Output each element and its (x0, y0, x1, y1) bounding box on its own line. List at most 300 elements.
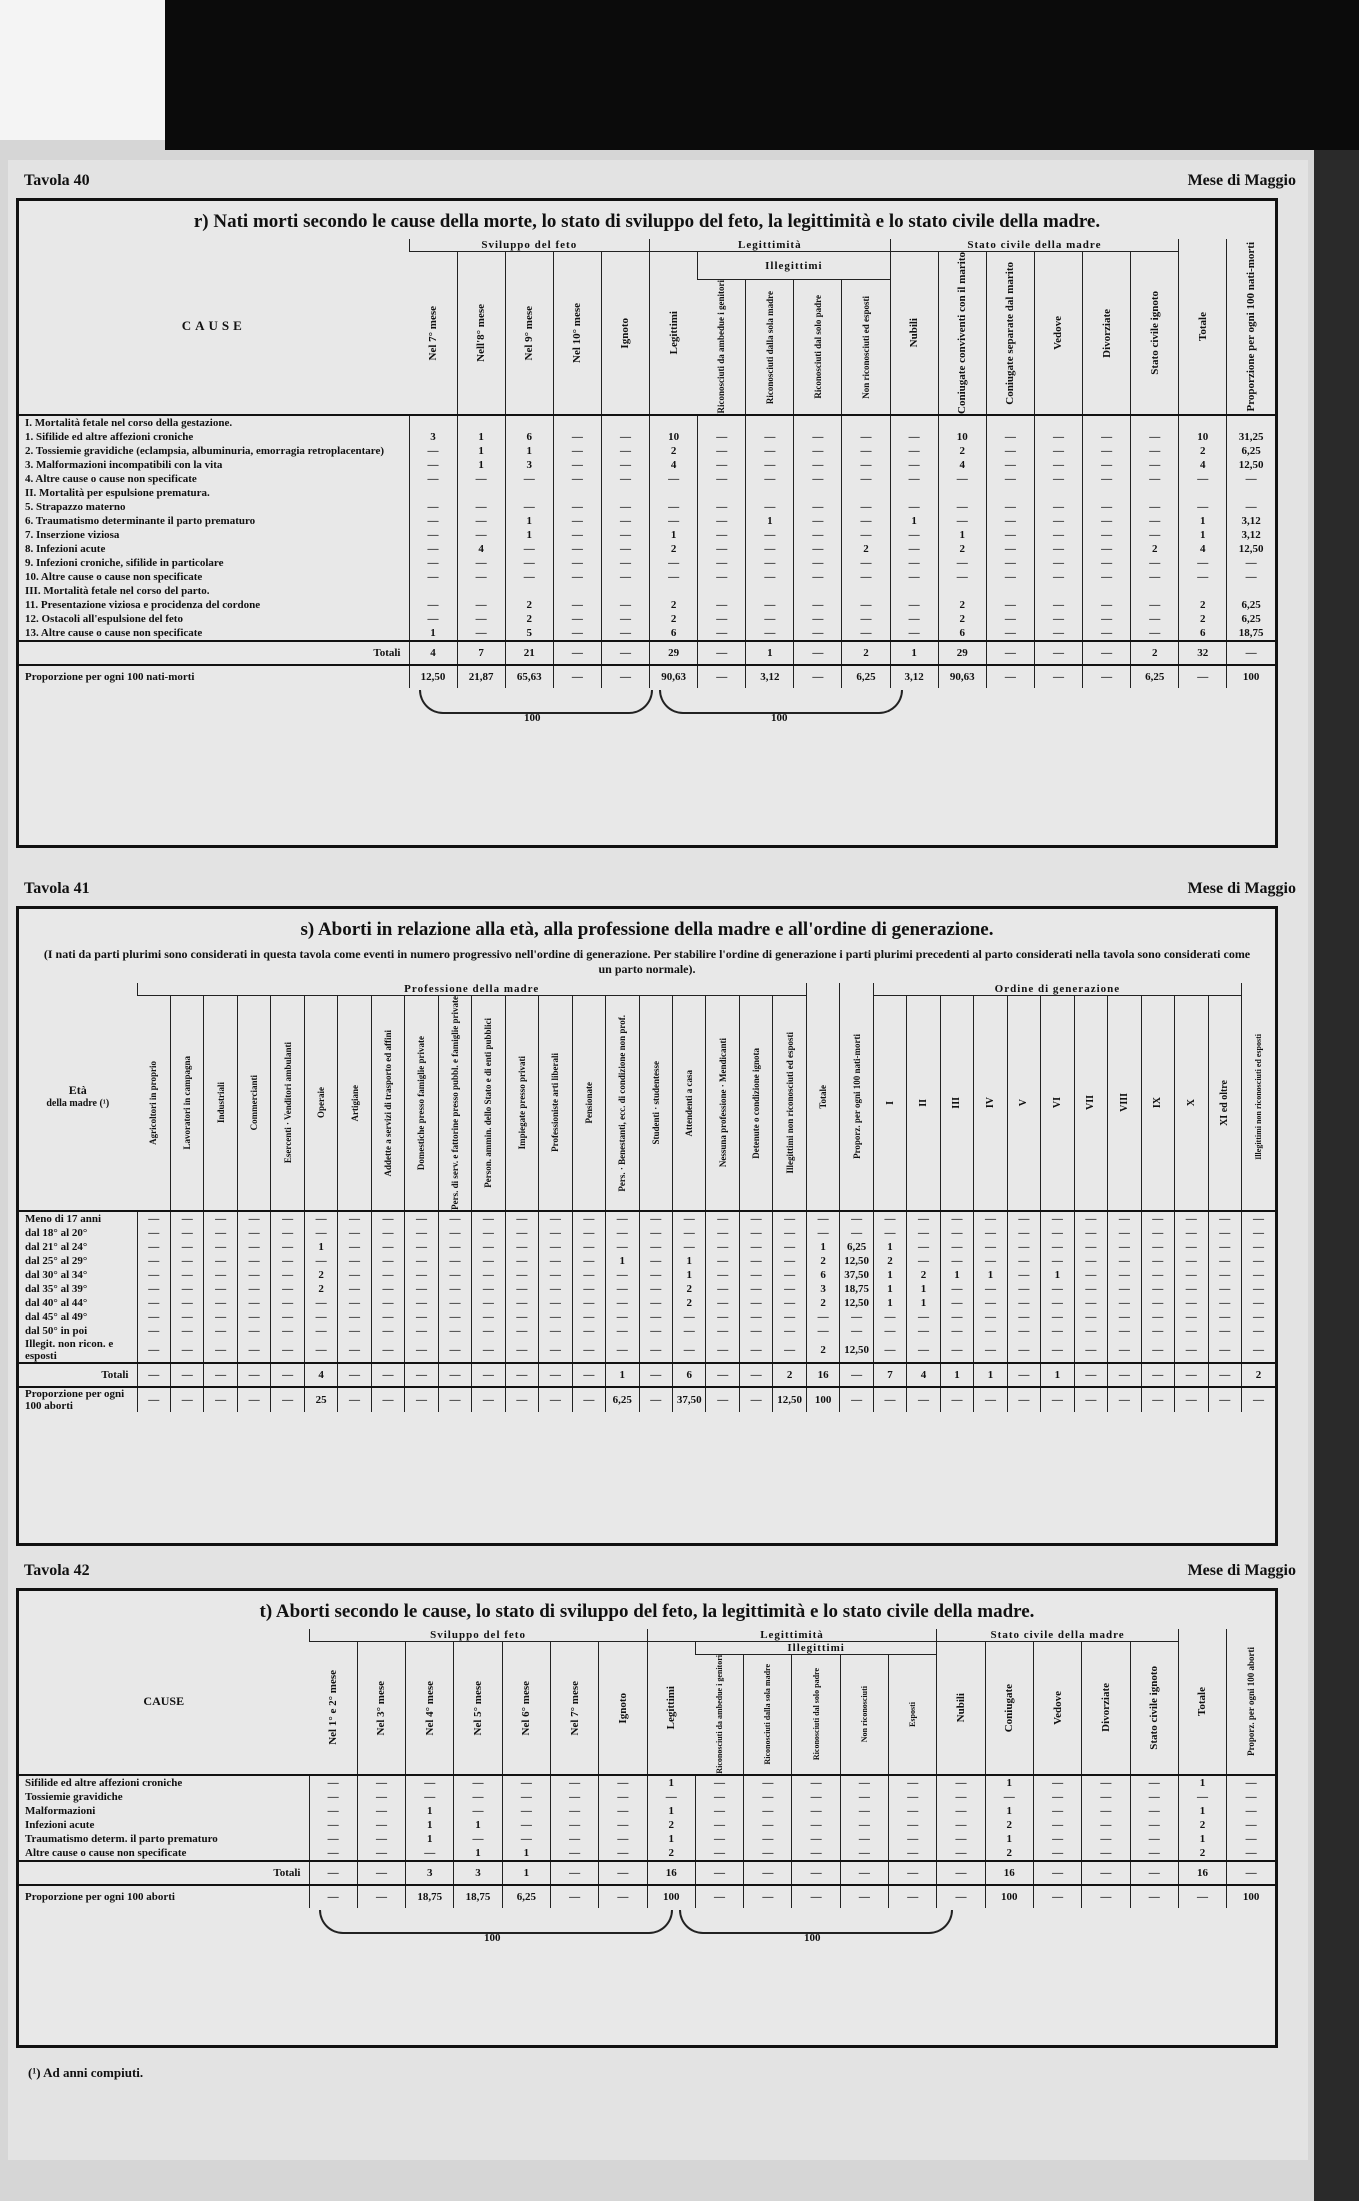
table-cell: — (739, 1226, 772, 1240)
table-cell: — (1007, 1338, 1040, 1363)
table-cell: — (1083, 458, 1131, 472)
scan-border (165, 0, 1359, 150)
table-cell: — (405, 1296, 438, 1310)
row-label: III. Mortalità fetale nel corso del parto. (25, 584, 210, 597)
table-cell: 6,25 (502, 1885, 550, 1908)
table-cell: — (271, 1310, 304, 1324)
table-cell: — (986, 500, 1034, 514)
table-cell: — (371, 1254, 404, 1268)
table-cell: — (599, 1818, 647, 1832)
brace (419, 690, 653, 714)
table-cell (794, 486, 842, 500)
table-cell: — (237, 1282, 270, 1296)
table-cell: — (889, 1804, 937, 1818)
table-cell (842, 415, 890, 430)
table-cell: — (890, 472, 938, 486)
table-cell: — (1034, 626, 1082, 641)
table-cell: 12,50 (1227, 542, 1275, 556)
table-cell: — (539, 1254, 572, 1268)
table-cell: 3 (409, 430, 457, 444)
table-cell: 1 (406, 1804, 454, 1818)
table-row (19, 528, 1275, 542)
table-cell (650, 584, 698, 598)
table-cell: 1 (1041, 1363, 1074, 1387)
row-label: Traumatismo determ. il parto prematuro (25, 1832, 218, 1845)
table-cell: 29 (650, 641, 698, 665)
table-cell: — (539, 1268, 572, 1282)
table-cell: — (1208, 1254, 1241, 1268)
totals-row (19, 1363, 1275, 1387)
table-cell: 2 (985, 1846, 1033, 1861)
table-cell: — (137, 1226, 170, 1240)
table-cell: 65,63 (505, 665, 553, 688)
table-cell: — (842, 528, 890, 542)
table-cell: 6,25 (606, 1387, 639, 1412)
table-cell: — (237, 1296, 270, 1310)
table-cell: 6,25 (1227, 598, 1275, 612)
table-cell: — (137, 1324, 170, 1338)
table-cell: 1 (505, 444, 553, 458)
col-header: Proporz. per ogni 100 aborti (1227, 1629, 1275, 1775)
table-cell: — (840, 1861, 888, 1885)
table-cell: — (937, 1861, 985, 1885)
table-cell: — (986, 612, 1034, 626)
table-cell (1083, 486, 1131, 500)
table-cell: — (204, 1310, 237, 1324)
table-cell: — (304, 1338, 337, 1363)
table-cell: 3,12 (1227, 528, 1275, 542)
row-label: II. Mortalità per espulsione prematura. (25, 486, 210, 499)
table-cell: 1 (457, 458, 505, 472)
col-header: Vedove (1033, 1642, 1081, 1775)
table-cell: — (601, 542, 649, 556)
table-41-header-row (19, 996, 1275, 1211)
table-cell (794, 415, 842, 430)
table-cell: — (1007, 1268, 1040, 1282)
col-header: Illegittimi non riconosciuti ed esposti (773, 996, 806, 1211)
table-cell: — (695, 1775, 743, 1790)
table-cell: — (698, 570, 746, 584)
table-cell: — (1007, 1282, 1040, 1296)
table-cell: — (940, 1211, 973, 1226)
col-header: Riconosciuti da ambedue i genitori (695, 1655, 743, 1775)
table-cell: — (938, 514, 986, 528)
table-cell: — (1007, 1211, 1040, 1226)
table-row (19, 458, 1275, 472)
photo-margin (0, 0, 165, 140)
table-cell: 1 (1179, 514, 1227, 528)
tavola-month: Mese di Maggio (1187, 1562, 1296, 1579)
table-cell: — (806, 1211, 839, 1226)
table-cell: — (1034, 430, 1082, 444)
table-40-body (19, 415, 1275, 688)
table-cell: — (553, 458, 601, 472)
table-cell: — (1082, 1832, 1130, 1846)
table-cell: — (606, 1338, 639, 1363)
table-cell: — (1034, 570, 1082, 584)
group-illegittimi: Illegittimi (695, 1642, 936, 1655)
row-label: Illegit. non ricon. e esposti (25, 1337, 114, 1362)
group-sviluppo: Sviluppo del feto (409, 239, 650, 252)
table-cell: — (438, 1324, 471, 1338)
table-cell: — (1041, 1324, 1074, 1338)
age-header: Età della madre (¹) (19, 983, 137, 1211)
table-cell: 3,12 (746, 665, 794, 688)
table-cell: 1 (505, 514, 553, 528)
table-cell: — (550, 1775, 598, 1790)
table-cell: — (572, 1211, 605, 1226)
col-header: Impiegate presso privati (505, 996, 538, 1211)
table-cell: — (890, 570, 938, 584)
table-cell: — (639, 1310, 672, 1324)
table-cell (938, 486, 986, 500)
table-cell: — (974, 1211, 1007, 1226)
table-cell: — (940, 1240, 973, 1254)
table-cell (1034, 486, 1082, 500)
table-cell: 1 (873, 1282, 906, 1296)
table-cell: — (773, 1211, 806, 1226)
table-cell: — (1208, 1387, 1241, 1412)
col-header: Nel 9° mese (505, 252, 553, 415)
table-cell: — (1007, 1240, 1040, 1254)
table-cell: — (842, 472, 890, 486)
table-cell: — (1034, 641, 1082, 665)
table-cell: — (986, 430, 1034, 444)
table-cell: — (940, 1310, 973, 1324)
table-cell: 6 (806, 1268, 839, 1282)
tavola-month: Mese di Maggio (1187, 880, 1296, 897)
col-header: XI ed oltre (1208, 996, 1241, 1211)
table-row (19, 500, 1275, 514)
table-cell: — (1208, 1338, 1241, 1363)
table-cell: — (890, 430, 938, 444)
table-cell: — (840, 1832, 888, 1846)
table-cell: — (746, 570, 794, 584)
table-cell: — (1131, 556, 1179, 570)
table-cell: — (550, 1846, 598, 1861)
col-header: Nel 7° mese (550, 1642, 598, 1775)
table-cell: 12,50 (840, 1338, 873, 1363)
table-cell (746, 486, 794, 500)
row-label: dal 50° in poi (25, 1324, 88, 1337)
table-cell: 2 (647, 1846, 695, 1861)
table-cell: — (472, 1254, 505, 1268)
row-label: 13. Altre cause o cause non specificate (25, 626, 203, 639)
table-cell: — (472, 1226, 505, 1240)
table-cell: — (1108, 1338, 1141, 1363)
table-cell: — (940, 1324, 973, 1338)
table-cell: — (553, 500, 601, 514)
brace-label: 100 (484, 1931, 501, 1944)
table-cell: — (1141, 1363, 1174, 1387)
table-cell: — (438, 1310, 471, 1324)
table-cell: — (986, 528, 1034, 542)
table-cell: — (773, 1324, 806, 1338)
table-cell: — (406, 1775, 454, 1790)
table-cell: — (1130, 1775, 1178, 1790)
row-label: 2. Tossiemie gravidiche (eclampsia, albuminuria, emorragia retroplacentare) (25, 444, 384, 457)
table-cell: — (170, 1338, 203, 1363)
table-cell: — (1208, 1211, 1241, 1226)
table-cell: — (550, 1804, 598, 1818)
table-cell: 1 (606, 1363, 639, 1387)
table-title: r) Nati morti secondo le cause della morte, lo stato di sviluppo del feto, la legittimità e lo stato civile della madre. (193, 211, 1101, 232)
table-cell: — (472, 1363, 505, 1387)
table-cell: — (550, 1885, 598, 1908)
table-cell: 6 (938, 626, 986, 641)
table-cell: 1 (806, 1240, 839, 1254)
table-cell: 1 (304, 1240, 337, 1254)
table-cell: — (890, 444, 938, 458)
table-cell: — (438, 1296, 471, 1310)
table-cell: — (1083, 570, 1131, 584)
table-cell: 12,50 (773, 1387, 806, 1412)
table-cell (1179, 486, 1227, 500)
table-cell: — (907, 1310, 940, 1324)
col-header: Nel 10° mese (553, 252, 601, 415)
table-cell: — (746, 626, 794, 641)
table-cell: — (907, 1324, 940, 1338)
table-cell: — (986, 514, 1034, 528)
table-cell: — (940, 1226, 973, 1240)
table-cell: — (647, 1790, 695, 1804)
table-row (19, 444, 1275, 458)
table-cell: — (706, 1324, 739, 1338)
table-cell: — (309, 1885, 357, 1908)
table-cell: — (457, 570, 505, 584)
table-cell: — (539, 1310, 572, 1324)
table-cell: — (890, 612, 938, 626)
table-cell (1179, 415, 1227, 430)
table-row (19, 570, 1275, 584)
table-cell: — (204, 1226, 237, 1240)
table-cell: 1 (454, 1818, 502, 1832)
table-cell: — (974, 1324, 1007, 1338)
table-cell: — (794, 444, 842, 458)
table-cell: — (673, 1324, 706, 1338)
table-cell: — (237, 1363, 270, 1387)
table-cell: — (438, 1282, 471, 1296)
table-cell: — (309, 1861, 357, 1885)
table-cell: — (773, 1226, 806, 1240)
table-cell: — (1178, 1790, 1226, 1804)
table-cell: — (606, 1211, 639, 1226)
table-cell: 6 (505, 430, 553, 444)
table-cell: — (271, 1363, 304, 1387)
table-cell: — (1130, 1804, 1178, 1818)
table-cell: 31,25 (1227, 430, 1275, 444)
table-cell: — (706, 1211, 739, 1226)
table-cell: — (1131, 570, 1179, 584)
table-cell: — (842, 458, 890, 472)
table-cell: — (842, 514, 890, 528)
table-cell: — (907, 1387, 940, 1412)
table-cell: — (840, 1885, 888, 1908)
table-cell: — (840, 1818, 888, 1832)
table-cell: — (986, 556, 1034, 570)
table-cell: 2 (842, 542, 890, 556)
col-header: Divorziate (1083, 252, 1131, 415)
table-cell: — (1082, 1861, 1130, 1885)
table-cell: — (472, 1310, 505, 1324)
table-cell (553, 584, 601, 598)
table-cell: — (137, 1240, 170, 1254)
table-cell: — (204, 1240, 237, 1254)
table-cell: — (601, 514, 649, 528)
table-cell: — (1108, 1363, 1141, 1387)
tavola-41-header (16, 880, 1296, 902)
table-cell: — (938, 556, 986, 570)
table-cell: 21,87 (457, 665, 505, 688)
table-cell: — (639, 1387, 672, 1412)
table-cell: 100 (1227, 1885, 1275, 1908)
table-cell: — (505, 1211, 538, 1226)
table-cell: — (1041, 1338, 1074, 1363)
table-cell: 3,12 (890, 665, 938, 688)
table-cell: 1 (1178, 1775, 1226, 1790)
table-cell: — (505, 556, 553, 570)
table-cell: — (309, 1804, 357, 1818)
table-cell: — (890, 626, 938, 641)
table-cell: — (794, 542, 842, 556)
table-cell: — (650, 556, 698, 570)
table-cell: — (773, 1282, 806, 1296)
table-cell: — (137, 1296, 170, 1310)
table-cell: — (842, 612, 890, 626)
group-stato-civile: Stato civile della madre (937, 1629, 1178, 1642)
table-cell: 2 (650, 598, 698, 612)
table-cell: — (371, 1338, 404, 1363)
table-cell: — (840, 1226, 873, 1240)
table-row (19, 472, 1275, 486)
table-cell: — (889, 1775, 937, 1790)
table-cell (842, 486, 890, 500)
table-cell: — (1141, 1226, 1174, 1240)
table-cell: — (409, 612, 457, 626)
table-cell: — (1108, 1254, 1141, 1268)
totals-row (19, 1861, 1275, 1885)
table-cell: — (889, 1790, 937, 1804)
table-cell: — (572, 1254, 605, 1268)
table-cell: — (974, 1240, 1007, 1254)
table-cell: — (454, 1832, 502, 1846)
table-cell: 3 (505, 458, 553, 472)
table-cell: — (842, 570, 890, 584)
table-cell: — (405, 1310, 438, 1324)
table-cell: — (1175, 1282, 1208, 1296)
brace (679, 1910, 953, 1934)
table-cell: — (357, 1790, 405, 1804)
table-cell: — (539, 1387, 572, 1412)
table-cell: — (137, 1310, 170, 1324)
table-cell: — (794, 570, 842, 584)
table-cell: — (438, 1226, 471, 1240)
table-cell: 1 (985, 1832, 1033, 1846)
table-cell: 1 (746, 514, 794, 528)
table-cell: — (309, 1818, 357, 1832)
table-cell: — (792, 1804, 840, 1818)
table-cell: 10 (938, 430, 986, 444)
table-cell: — (309, 1832, 357, 1846)
col-header: Stato civile ignoto (1130, 1642, 1178, 1775)
table-cell: — (371, 1226, 404, 1240)
table-cell: — (907, 1254, 940, 1268)
table-cell: 12,50 (840, 1254, 873, 1268)
table-cell: — (890, 598, 938, 612)
table-cell: — (650, 514, 698, 528)
table-cell: — (539, 1363, 572, 1387)
table-cell: — (1241, 1211, 1275, 1226)
table-cell: — (572, 1363, 605, 1387)
table-cell: — (338, 1240, 371, 1254)
table-cell: — (986, 458, 1034, 472)
table-cell: — (1034, 458, 1082, 472)
table-cell: — (601, 641, 649, 665)
causes-header: CAUSE (19, 239, 409, 415)
row-label: Totali (19, 641, 409, 665)
table-cell: — (409, 444, 457, 458)
col-header: VI (1041, 996, 1074, 1211)
table-cell: — (698, 598, 746, 612)
table-cell: — (502, 1790, 550, 1804)
table-cell: — (1034, 528, 1082, 542)
footnote: (¹) Ad anni compiuti. (28, 2065, 144, 2080)
table-cell: — (539, 1240, 572, 1254)
table-cell (650, 415, 698, 430)
table-cell: — (773, 1310, 806, 1324)
table-cell: — (457, 528, 505, 542)
row-label: 10. Altre cause o cause non specificate (25, 570, 203, 583)
table-cell: — (840, 1363, 873, 1387)
table-cell: — (409, 500, 457, 514)
table-cell: 100 (806, 1387, 839, 1412)
table-cell: — (1074, 1254, 1107, 1268)
row-label: Totali (19, 1363, 137, 1387)
table-cell: — (673, 1240, 706, 1254)
table-row (19, 1226, 1275, 1240)
table-cell: — (1007, 1254, 1040, 1268)
row-label: Tossiemie gravidiche (25, 1790, 123, 1803)
brace-label: 100 (771, 711, 788, 724)
row-label: dal 21° al 24° (25, 1240, 88, 1253)
table-cell: — (237, 1338, 270, 1363)
table-cell: — (1175, 1363, 1208, 1387)
table-row (19, 1804, 1275, 1818)
table-cell (650, 486, 698, 500)
col-header: Nel 4° mese (406, 1642, 454, 1775)
table-cell: 4 (1179, 542, 1227, 556)
table-cell: — (357, 1818, 405, 1832)
table-cell: — (873, 1324, 906, 1338)
table-title: s) Aborti in relazione alla età, alla professione della madre e all'ordine di generazione. (300, 919, 994, 940)
table-row (19, 1818, 1275, 1832)
table-cell: 2 (985, 1818, 1033, 1832)
table-cell: — (773, 1268, 806, 1282)
table-cell: — (1083, 444, 1131, 458)
table-cell: — (1141, 1282, 1174, 1296)
table-cell: — (746, 556, 794, 570)
table-cell: — (438, 1268, 471, 1282)
table-cell: — (1131, 472, 1179, 486)
table-cell: — (405, 1338, 438, 1363)
table-cell: 1 (873, 1268, 906, 1282)
table-cell (505, 415, 553, 430)
brace (319, 1910, 673, 1934)
table-cell: — (695, 1818, 743, 1832)
table-cell: — (1083, 641, 1131, 665)
table-cell: — (406, 1846, 454, 1861)
table-cell: — (1131, 626, 1179, 641)
